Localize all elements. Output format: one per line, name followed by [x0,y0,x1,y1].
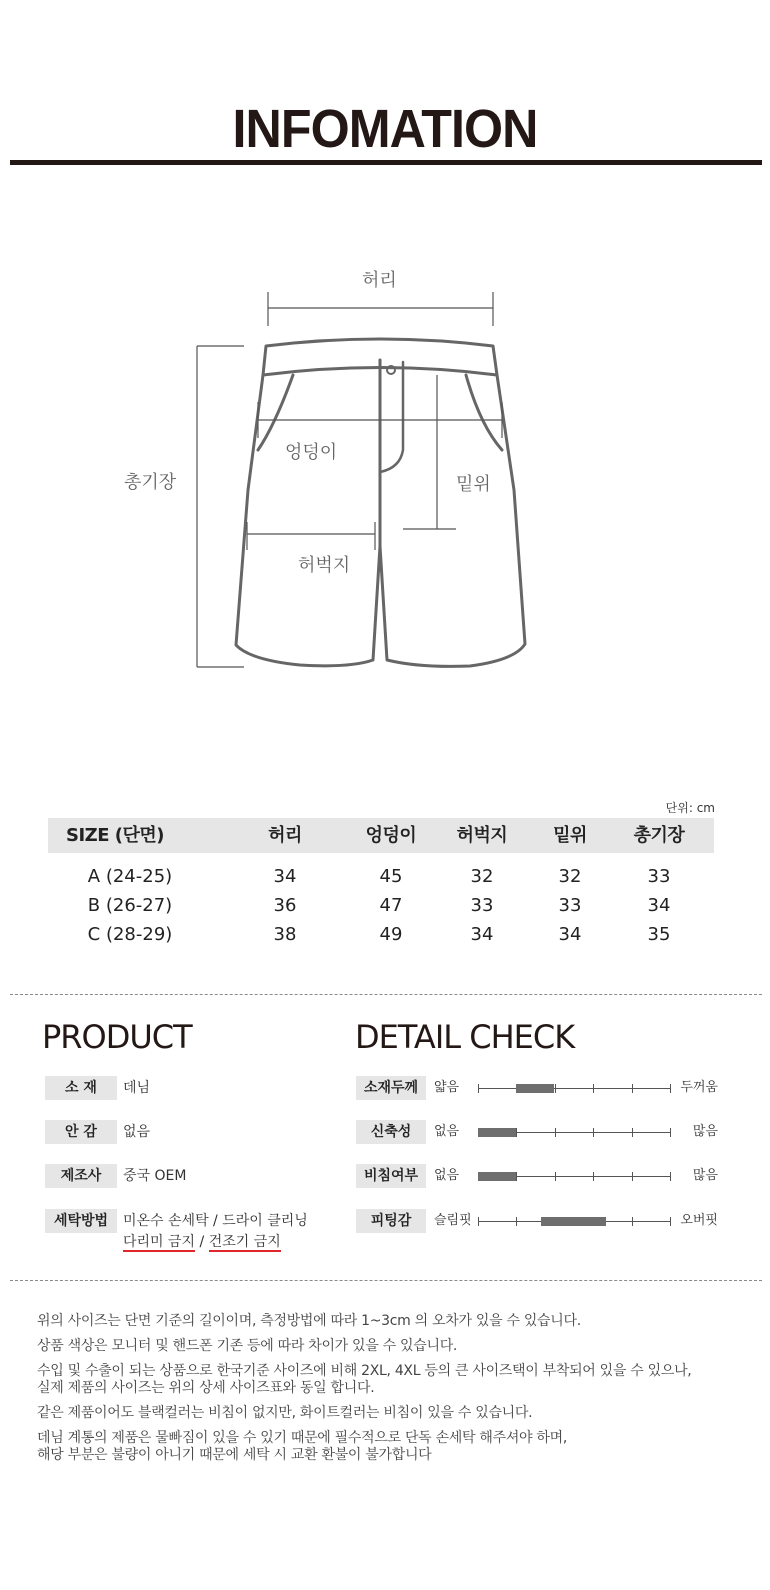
washing-value: 미온수 손세탁 / 드라이 클리닝 [123,1213,308,1229]
detail-check-title: DETAIL CHECK [355,1018,575,1056]
scale-tick [555,1172,556,1181]
scale-min-label: 슬림핏 [434,1213,472,1228]
title-divider [10,160,762,165]
scale-min-label: 없음 [434,1124,460,1139]
scale-tick [670,1128,671,1137]
col-header-thigh: 허벅지 [456,825,508,846]
washing-warning-separator: / [195,1234,209,1250]
scale-max-label: 두꺼움 [680,1080,718,1095]
manufacturer-label: 제조사 [45,1164,117,1188]
note-line: 데님 계통의 제품은 물빠짐이 있을 수 있기 때문에 필수적으로 단독 손세탁 해주셔야 하며, [37,1430,568,1446]
section-divider [10,1280,762,1281]
no-dryer-text: 건조기 금지 [208,1234,281,1250]
table-cell: A (24-25) [87,866,173,887]
manufacturer-value: 중국 OEM [123,1168,187,1184]
table-cell: 32 [558,866,582,887]
table-cell: 33 [470,895,494,916]
thigh-label: 허벅지 [298,555,351,576]
scale-tick [593,1172,594,1181]
section-divider [10,994,762,995]
table-cell: 33 [647,866,671,887]
table-cell: 38 [273,924,297,945]
page-title: INFOMATION [232,99,538,159]
table-cell: 45 [379,866,403,887]
rise-label: 밑위 [456,474,491,495]
scale-min-label: 얇음 [434,1080,460,1095]
scale-tick [555,1084,556,1093]
table-cell: 35 [647,924,671,945]
detail-label: 신축성 [356,1120,426,1144]
detail-label: 소재두께 [356,1076,426,1100]
scale-tick [632,1128,633,1137]
lining-value: 없음 [123,1124,151,1140]
scale-indicator [478,1128,516,1137]
total-length-label: 총기장 [124,472,177,493]
col-header-hip: 엉덩이 [365,825,417,846]
table-cell: 34 [273,866,297,887]
scale-tick [632,1217,633,1226]
no-iron-text: 다리미 금지 [123,1234,196,1250]
note-line: 위의 사이즈는 단면 기준의 길이이며, 측정방법에 따라 1~3cm 의 오차가 있을 수 있습니다. [37,1313,581,1329]
col-header-waist: 허리 [268,825,302,846]
table-cell: B (26-27) [87,895,173,916]
scale-tick [670,1217,671,1226]
table-cell: 34 [647,895,671,916]
product-title: PRODUCT [42,1018,192,1056]
scale-tick [478,1217,479,1226]
washing-warning [123,1230,281,1254]
lining-label: 안 감 [45,1120,117,1144]
waist-label: 허리 [362,270,397,291]
scale-indicator [541,1217,606,1226]
scale-tick [593,1084,594,1093]
scale-tick [516,1217,517,1226]
table-cell: 32 [470,866,494,887]
note-line: 수입 및 수출이 되는 상품으로 한국기준 사이즈에 비해 2XL, 4XL 등의 큰 사이즈택이 부착되어 있을 수 있으나, [37,1363,692,1379]
scale-min-label: 없음 [434,1168,460,1183]
scale-tick [478,1084,479,1093]
scale-track [478,1088,670,1089]
hip-label: 엉덩이 [285,442,338,463]
scale-tick [516,1172,517,1181]
unit-label: 단위: cm [665,801,715,815]
col-header-length: 총기장 [633,825,685,846]
scale-tick [516,1128,517,1137]
table-cell: 36 [273,895,297,916]
table-cell: 49 [379,924,403,945]
shorts-illustration [0,240,770,700]
material-value: 데님 [123,1080,151,1096]
detail-label: 비침여부 [356,1164,426,1188]
scale-max-label: 많음 [692,1124,718,1139]
scale-max-label: 오버핏 [680,1213,718,1228]
col-header-rise: 밑위 [553,825,587,846]
scale-tick [670,1172,671,1181]
table-cell: 34 [470,924,494,945]
note-line: 실제 제품의 사이즈는 위의 상세 사이즈표와 동일 합니다. [37,1380,375,1396]
scale-tick [593,1128,594,1137]
washing-label: 세탁방법 [45,1209,117,1233]
scale-tick [670,1084,671,1093]
material-label: 소 재 [45,1076,117,1100]
scale-tick [632,1084,633,1093]
table-cell: 33 [558,895,582,916]
note-line: 같은 제품이어도 블랙컬러는 비침이 없지만, 화이트컬러는 비침이 있을 수 있습니다. [37,1405,533,1421]
col-header-size: SIZE (단면) [65,825,164,846]
table-cell: C (28-29) [87,924,173,945]
note-line: 해당 부분은 불량이 아니기 때문에 세탁 시 교환 환불이 불가합니다 [37,1447,432,1463]
detail-label: 피팅감 [356,1209,426,1233]
table-cell: 47 [379,895,403,916]
scale-tick [555,1128,556,1137]
shorts-measurement-diagram [0,240,770,700]
scale-max-label: 많음 [692,1168,718,1183]
scale-tick [632,1172,633,1181]
scale-indicator [516,1084,554,1093]
table-cell: 34 [558,924,582,945]
note-line: 상품 색상은 모니터 및 핸드폰 기존 등에 따라 차이가 있을 수 있습니다. [37,1338,458,1354]
scale-indicator [478,1172,516,1181]
